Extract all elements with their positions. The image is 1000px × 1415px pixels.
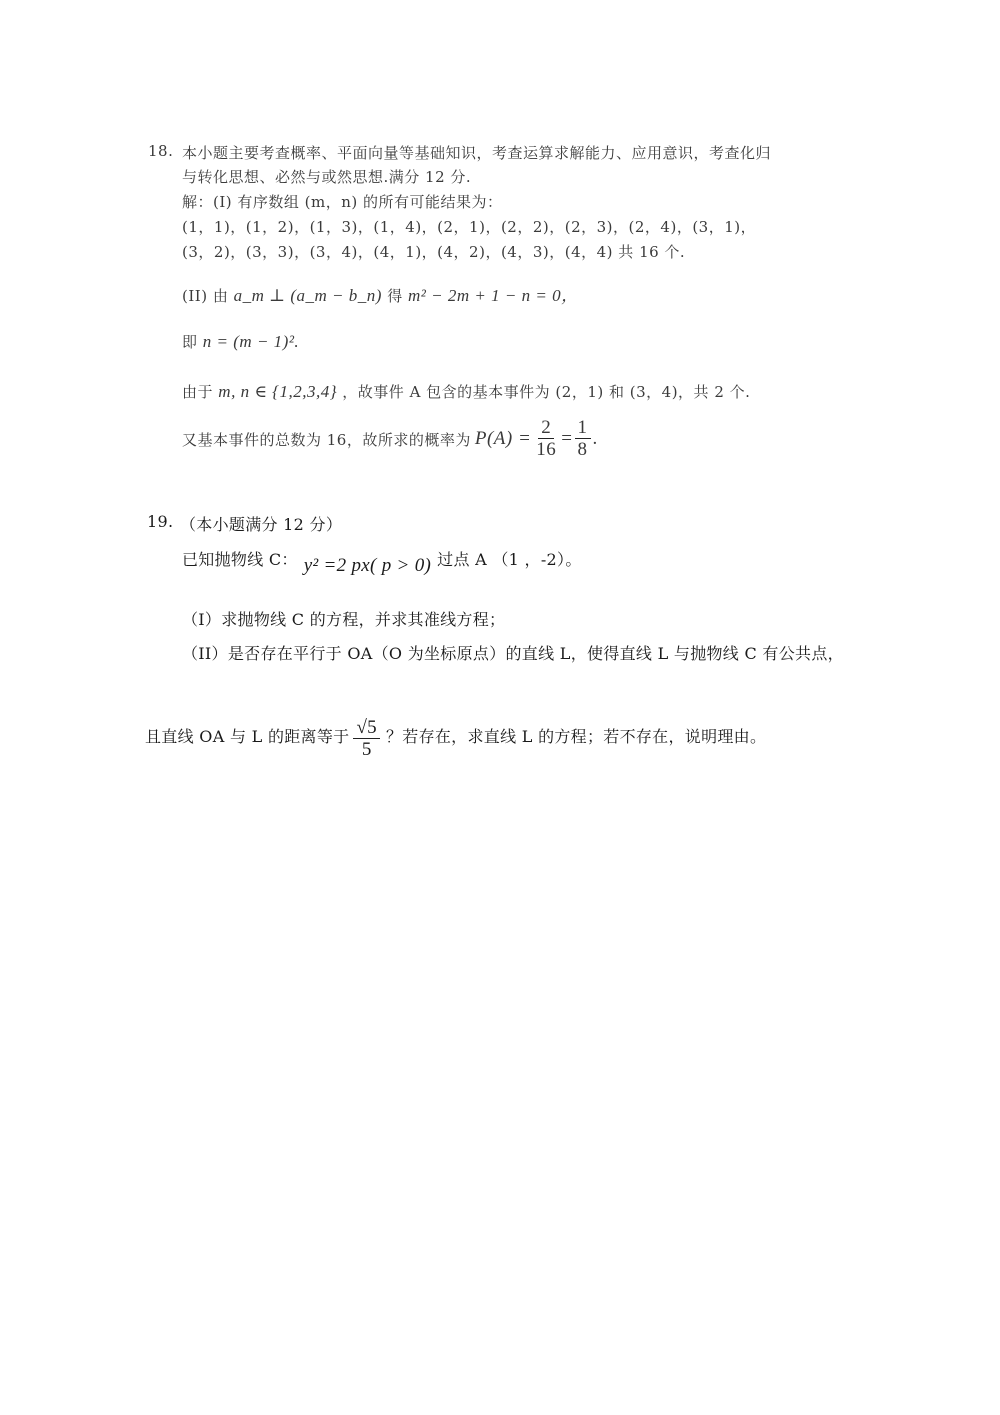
- q18-solution-intro: 解：(I) 有序数组 (m，n) 的所有可能结果为：: [182, 193, 503, 211]
- q18-equals: =: [561, 428, 573, 450]
- q18-frac2-den: 8: [577, 438, 588, 460]
- q19-given: [182, 545, 582, 577]
- q18-end-dot: .: [592, 428, 598, 450]
- q18-number: 18.: [148, 142, 174, 160]
- q18-part2-prefix: (II) 由: [182, 287, 229, 305]
- q18-pairs-line2: (3，2)，(3，3)，(3，4)，(4，1)，(4，2)，(4，3)，(4，4) 共 16 个.: [182, 243, 686, 261]
- q18-part2-formula: a_m ⊥ (a_m − b_n): [233, 286, 382, 305]
- q18-jin: [182, 331, 299, 352]
- q18-pairs-line1: (1，1)，(1，2)，(1，3)，(1，4)，(2，1)，(2，2)，(2，3)，(2，4)，(3，1)，: [182, 218, 757, 236]
- q18-part2-result: m² − 2m + 1 − n = 0，: [408, 286, 579, 305]
- q18-frac2-num: 1: [575, 418, 591, 439]
- q19-sqrt-den: 5: [361, 738, 372, 760]
- q18-jin-prefix: 即: [182, 333, 198, 351]
- q18-intro-line1: 本小题主要考查概率、平面向量等基础知识，考查运算求解能力、应用意识，考查化归: [182, 144, 772, 162]
- q19-part2: （II）是否存在平行于 OA（O 为坐标原点）的直线 L，使得直线 L 与抛物线 C 有公共点，: [182, 644, 844, 663]
- q19-given-prefix: 已知抛物线 C：: [182, 550, 298, 569]
- q19-line3: [145, 718, 766, 761]
- q19-sqrt-num: √5: [353, 718, 380, 739]
- q18-prob-lhs: P(A) =: [474, 428, 532, 450]
- q18-frac1-num: 2: [538, 418, 554, 439]
- q18-intro-line2: 与转化思想、必然与或然思想.满分 12 分.: [182, 168, 472, 186]
- q18-frac1-den: 16: [536, 438, 557, 460]
- q19-part1: （I）求抛物线 C 的方程，并求其准线方程；: [182, 610, 506, 629]
- q18-since: [182, 381, 750, 402]
- q18-fraction-2-16: [533, 418, 559, 461]
- q18-since-suffix: ，故事件 A 包含的基本事件为 (2，1) 和 (3，4)，共 2 个.: [342, 383, 751, 401]
- q18-probability: [182, 418, 598, 461]
- q18-part2: [182, 281, 579, 306]
- q19-number: 19.: [147, 512, 174, 531]
- q19-sqrt5-over-5: [353, 718, 380, 761]
- q18-jin-formula: n = (m − 1)².: [202, 332, 300, 351]
- q19-header: （本小题满分 12 分）: [180, 515, 343, 534]
- q19-given-formula: y² =2 px( p > 0): [303, 555, 432, 576]
- q18-total-text: 又基本事件的总数为 16，故所求的概率为: [182, 430, 471, 449]
- q19-line3-prefix: 且直线 OA 与 L 的距离等于: [145, 727, 350, 746]
- q18-fraction-1-8: [575, 418, 591, 461]
- q19-line3-suffix: ？若存在，求直线 L 的方程；若不存在，说明理由。: [385, 727, 767, 746]
- q18-part2-mid: 得: [387, 287, 403, 305]
- q18-since-formula: m, n ∈ {1,2,3,4}: [218, 382, 338, 401]
- q18-since-prefix: 由于: [182, 383, 214, 401]
- q19-given-suffix: 过点 A （1 ，-2）。: [437, 550, 582, 569]
